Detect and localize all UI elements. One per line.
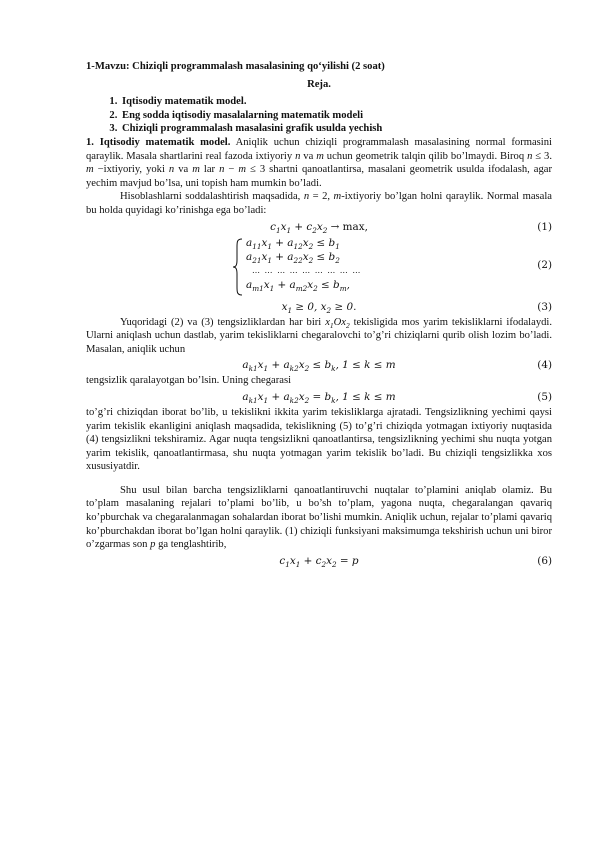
plan-item: 2. Eng sodda iqtisodiy masalalarning matematik modeli: [120, 109, 552, 123]
section-heading: 1. Iqtisodiy matematik model.: [86, 136, 231, 148]
equation-number: (3): [537, 300, 552, 313]
equation-number: (4): [537, 359, 552, 372]
equation-number: (1): [537, 220, 552, 233]
plan-heading: Reja.: [307, 78, 331, 90]
paragraph-5: to’g’ri chiziqdan iborat bo’lib, u tekislikni ikkita yarim tekisliklarga ajratadi. Tengsizlikning yechimi qaysi yarim tekislik ekanligini aniqlash maqsadida, tekislikning (5) to’g’ri chiziqda yotmagan ixtiyoriy nuqtasida (4) tengsizlikni tekshiramiz. Agar nuqta tengsizlikni qanoatlantirsa, tengsizlikning yechimi shu nuqta yotgan yarim tekislik, qanoatlantirmasa, shu nuqta yotmagan yarim tekislik bo’ladi. Bu chiziqli tengsizlikka xos xususiyatdir.: [86, 406, 552, 473]
paragraph-6: Shu usul bilan barcha tengsizliklarni qanoatlantiruvchi nuqtalar to’plamini aniqlab olamiz. Bu to’plam masalaning rejalari to’plami bo’lib, u bo’sh to’plam, yagona nuqta, chegaralangan qavariq ko’pburchak va chegaralanmagan sohalardan iborat bo’lishi mumkin. Aniqlik uchun, rejalar to’plami qavariq ko’pburchakdan iborat bo’lgan holni qaraylik. (1) chiziqli funksiyani maksimumga tekshirish uchun uni biror o’zgarmas son p ga tenglashtirib,: [86, 484, 552, 551]
equation-4: $a_{k1}x_1 + a_{k2}x_2 \le b_k$, 1 ≤ k ≤ m (4): [86, 356, 552, 374]
document-title: 1-Mavzu: Chiziqli programmalash masalasining qo‘yilishi (2 soat): [86, 61, 385, 72]
equation-3: $x_1 \ge 0$, $x_2 \ge 0$. (3): [86, 298, 552, 316]
equation-5: $a_{k1}x_1 + a_{k2}x_2 = b_k$, 1 ≤ k ≤ m (5): [86, 388, 552, 406]
paragraph-2: Hisoblashlarni soddalashtirish maqsadida, n = 2, m-ixtiyoriy bo’lgan holni qaraylik. Normal masala bu holda quyidagi ko’rinishga ega bo’ladi:: [86, 191, 552, 216]
equation-1: $c_1x_1 + c_2x_2 \to \max$, (1): [86, 218, 552, 236]
equation-2-system: $a_{11}x_1 + a_{12}x_2 \le b_1$ $a_{21}x_1 + a_{22}x_2 \le b_2$ … … … … … … … … … $a_{m1}x_1 + a_{m2}x_2 \le b_m$, (2): [86, 236, 552, 298]
plan-item: 1. Iqtisodiy matematik model.: [120, 95, 552, 109]
paragraph-1: 1. Iqtisodiy matematik model. Aniqlik uchun chiziqli programmalash masalasining normal formasini qaraylik. Masala shartlarini real fazoda ixtiyoriy n va m uchun geometrik talqin qilib bo’lmaydi. Biroq n ≤ 3. m −ixtiyoriy, yoki n va m lar n − m ≤ 3 shartni qanoatlantirsa, masalani geometrik usulda ifodalash, agar yechim mavjud bo’lsa, uni topish ham mumkin bo’ladi.: [86, 136, 552, 189]
paragraph-3: Yuqoridagi (2) va (3) tengsizliklardan har biri $x_1Ox_2$ tekisligida mos yarim tekisliklarni ifodalaydi. Ularni aniqlash uchun dastlab, yarim tekisliklarni chegaralovchi to’g’ri chiziqlarni qurib olish lozim bo’ladi. Masalan, aniqlik uchun: [86, 316, 553, 355]
equation-6: $c_1x_1 + c_2x_2 = p$ (6): [86, 552, 552, 570]
paragraph-4: tengsizlik qaralayotgan bo’lsin. Uning chegarasi: [86, 375, 292, 387]
equation-number: (2): [537, 258, 552, 271]
left-brace-icon: [232, 238, 244, 296]
plan-list: [86, 95, 552, 136]
plan-item: 3. Chiziqli programmalash masalasini grafik usulda yechish: [120, 122, 552, 136]
equation-number: (6): [537, 554, 552, 567]
equation-number: (5): [537, 390, 552, 403]
